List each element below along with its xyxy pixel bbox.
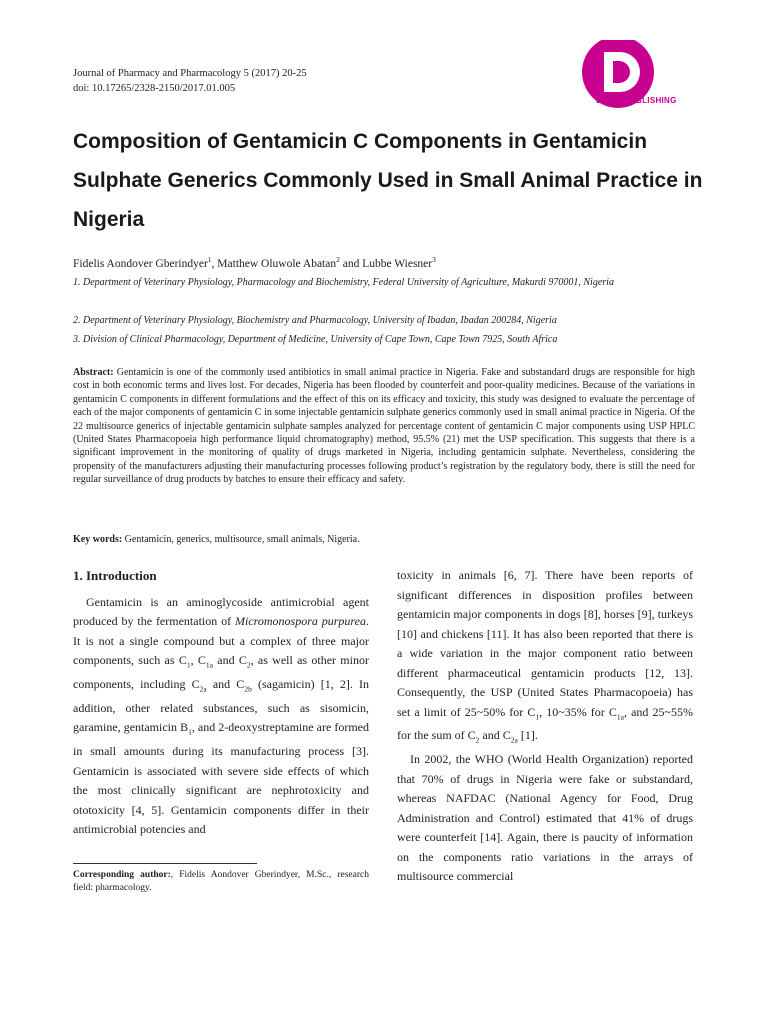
body-column-right — [397, 566, 693, 887]
footnote-text: , Fidelis Aondover Gberindyer, M.Sc., research field: pharmacology. — [73, 870, 369, 893]
author-list — [73, 255, 436, 270]
affiliation: 1. Department of Veterinary Physiology, Pharmacology and Biochemistry, Federal University of Agriculture, Makurdi 970001, Nigeria — [73, 277, 614, 288]
body-column-left — [73, 566, 369, 840]
author-affiliation-mark: 3 — [432, 255, 436, 264]
abstract-text: Gentamicin is one of the commonly used antibiotics in small animal practice in Nigeria. Fake and substandard drugs are responsible for high cost in both economic terms and lives lost. For decades, Nigeria has been flooded by counterfeit and poor-quality medicines. Because of the variations in gentamicin C components in different formulations and the effect of this on its efficacy and toxicity, this study was designed to evaluate the percentage of each of the major components of gentamicin C in some injectable gentamicin sulphate generics commonly used in small animal practice in Nigeria. Of the 22 multisource generics of injectable gentamicin sulphate samples analyzed for percentage content of gentamicin C major components using USP HPLC (United States Pharmacopoeia high performance liquid chromatography) method, 95.5% (21) met the USP specification. This suggests that there is a significant improvement in the monitoring of quality of drugs marketed in Nigeria, including gentamicin sulphate. Nevertheless, considering the propensity of the manufacturers adjusting their manufacturing processes following product’s registration by the regulatory body, there is still the need for regular surveillance of drug products by batches to ensure their efficacy and safety. — [73, 367, 695, 486]
journal-citation: Journal of Pharmacy and Pharmacology 5 (2017) 20-25 — [73, 68, 307, 79]
body-paragraph: In 2002, the WHO (World Health Organization) reported that 70% of drugs in Nigeria were fake or substandard, whereas NAFDAC (National Agency for Food, Drug Administration and Control) estimated that 41% of drugs were counterfeit [14]. Again, there is paucity of information on the components ratio variations in the arrays of multisource commercial — [397, 752, 693, 884]
author-name: Lubbe Wiesner — [362, 257, 433, 270]
doi-line: doi: 10.17265/2328-2150/2017.01.005 — [73, 83, 236, 94]
section-heading: 1. Introduction — [73, 568, 157, 583]
body-paragraph: toxicity in animals [6, 7]. There have been reports of significant differences in disposition profiles between gentamicin major components in dogs [8], horses [9], turkeys [10] and chickens [11]. It has also been reported that there is a wide variation in the major component ratio between different pharmaceutical gentamicin products [12, 13]. Consequently, the USP (United States Pharmacopoeia) has set a limit of 25~50% for $C_1$, 10~35% for $C_{1a}$, and 25~55% for the sum of $C_2$ and $C_{2a}$ [1]. — [397, 568, 693, 745]
affiliation: 2. Department of Veterinary Physiology, Biochemistry and Pharmacology, University of Ibadan, Ibadan 200284, Nigeria — [73, 315, 557, 326]
author-affiliation-mark: 2 — [336, 255, 340, 264]
abstract-label: Abstract: — [73, 367, 114, 378]
author-affiliation-mark: 1 — [207, 255, 212, 264]
footnote-rule — [73, 863, 257, 864]
author-separator: , — [211, 257, 218, 270]
author-name: Fidelis Aondover Gberindyer — [73, 257, 208, 270]
article-title: Composition of Gentamicin C Components in Gentamicin Sulphate Generics Commonly Used in Small Animal Practice in Nigeria — [73, 130, 703, 231]
footnote-label: Corresponding author: — [73, 870, 171, 880]
author-separator: and — [339, 257, 363, 270]
body-paragraph: Gentamicin is an aminoglycoside antimicrobial agent produced by the fermentation of Micromonospora purpurea. It is not a single compound but a complex of three major components, such as $C_1$, $C_{1a}$ and $C_2$, as well as other minor components, including $C_{2a}$ and $C_{2b}$ (sagamicin) [1, 2]. In addition, other related substances, such as sisomicin, garamine, gentamicin $B_1$, and 2-deoxystreptamine are formed in small amounts during its manufacturing process [3]. Gentamicin is associated with severe side effects of which the most clinically significant are nephrotoxicity and ototoxicity [4, 5]. Gentamicin components differ in their antimicrobial potencies and — [73, 594, 369, 837]
keywords — [73, 534, 695, 545]
publisher-logo-text: DAVID PUBLISHING — [596, 96, 677, 105]
author-name: Matthew Oluwole Abatan — [217, 257, 337, 270]
publisher-logo — [556, 40, 706, 110]
abstract — [73, 366, 695, 487]
keywords-label: Key words: — [73, 534, 123, 545]
affiliation: 3. Division of Clinical Pharmacology, Department of Medicine, University of Cape Town, Cape Town 7925, South Africa — [73, 334, 558, 345]
keywords-text: Gentamicin, generics, multisource, small animals, Nigeria. — [124, 534, 360, 545]
corresponding-author-footnote — [73, 869, 369, 895]
